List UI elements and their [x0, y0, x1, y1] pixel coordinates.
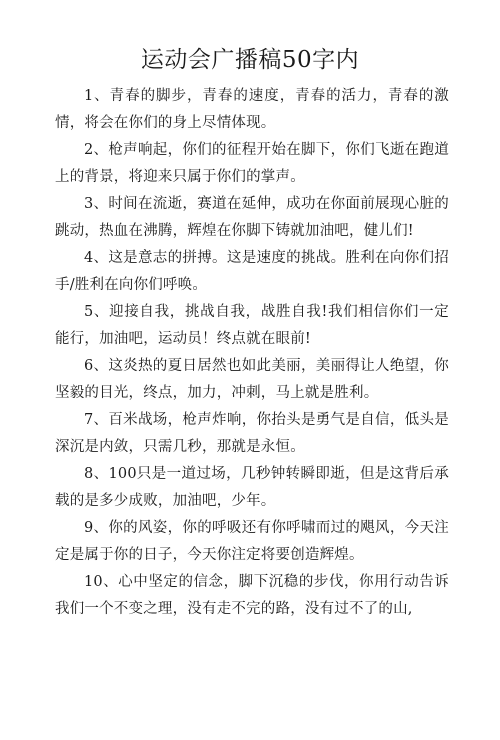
paragraph-8: 8、100只是一道过场，几秒钟转瞬即逝，但是这背后承载的是多少成败，加油吧，少年。 [55, 466, 449, 509]
document-body [55, 83, 449, 623]
paragraph-5: 5、迎接自我，挑战自我，战胜自我!我们相信你们一定能行，加油吧，运动员！终点就在眼前! [55, 304, 449, 347]
paragraph-4: 4、这是意志的拼搏。这是速度的挑战。胜利在向你们招手/胜利在向你们呼唤。 [55, 250, 449, 293]
paragraph-2: 2、枪声响起，你们的征程开始在脚下，你们飞逝在跑道上的背景，将迎来只属于你们的掌声。 [55, 142, 449, 185]
paragraph-7: 7、百米战场，枪声炸响，你抬头是勇气是自信，低头是深沉是内敛，只需几秒，那就是永恒。 [55, 412, 449, 455]
paragraph-10: 10、心中坚定的信念，脚下沉稳的步伐，你用行动告诉我们一个不变之理，没有走不完的路，没有过不了的山, [55, 574, 449, 617]
paragraph-6: 6、这炎热的夏日居然也如此美丽，美丽得让人绝望，你坚毅的目光，终点，加力，冲刺，马上就是胜利。 [55, 358, 449, 401]
paragraph-1: 1、青春的脚步，青春的速度，青春的活力，青春的激情，将会在你们的身上尽情体现。 [55, 88, 449, 131]
paragraph-9: 9、你的风姿，你的呼吸还有你呼啸而过的飓风，今天注定是属于你的日子，今天你注定将要创造辉煌。 [55, 520, 449, 563]
paragraph-3: 3、时间在流逝，赛道在延伸，成功在你面前展现心脏的跳动，热血在沸腾，辉煌在你脚下铸就加油吧，健儿们! [55, 196, 449, 239]
document-title: 运动会广播稿50字内 [140, 47, 360, 73]
